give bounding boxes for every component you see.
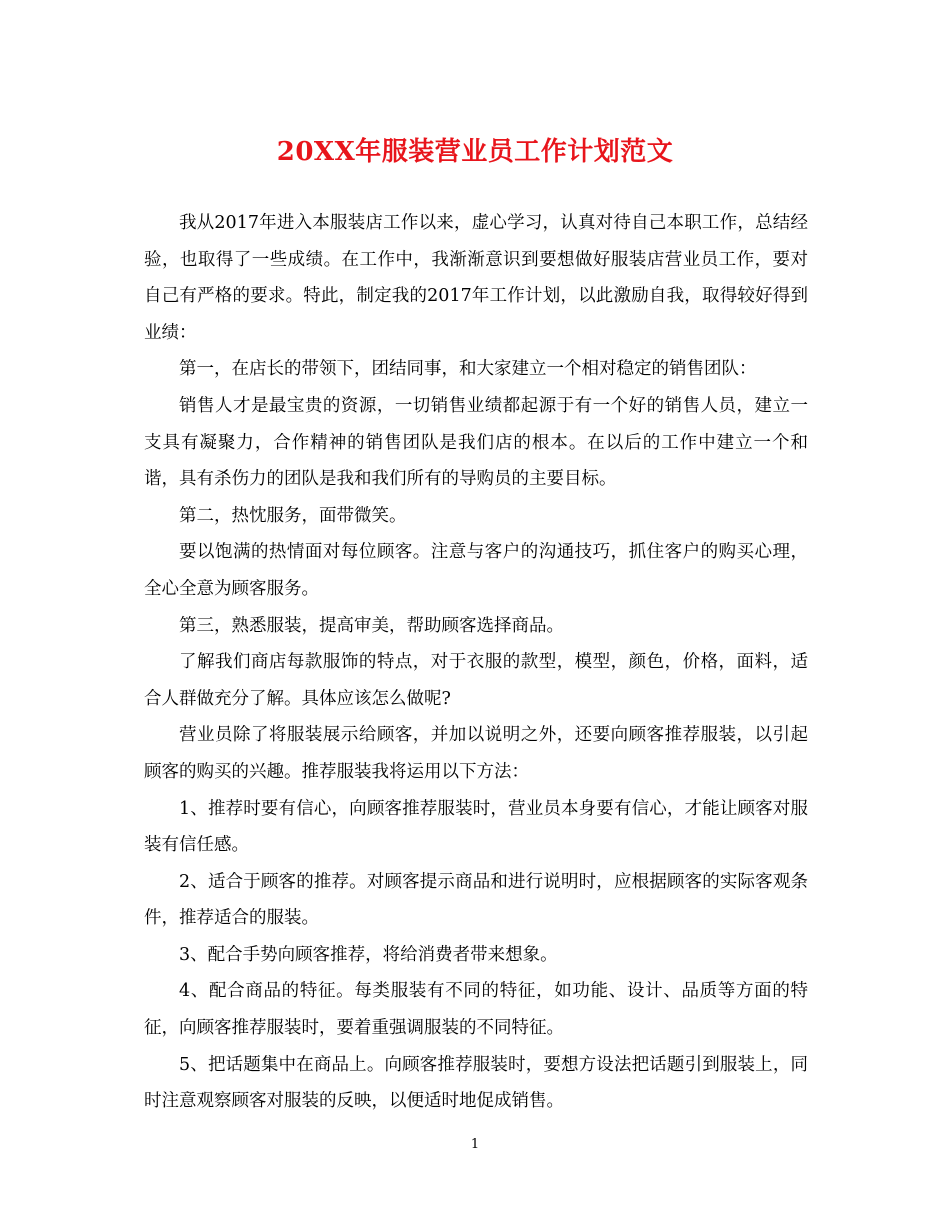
document-title: 20XX年服装营业员工作计划范文 <box>276 137 674 167</box>
paragraph-service: 要以饱满的热情面对每位顾客。注意与客户的沟通技巧，抓住客户的购买心理，全心全意为顾客服务。 <box>144 542 808 599</box>
paragraph-heading-3: 第三，熟悉服装，提高审美，帮助顾客选择商品。 <box>179 615 564 636</box>
paragraph-product-knowledge: 了解我们商店每款服饰的特点，对于衣服的款型，模型，颜色，价格，面料，适合人群做充分了解。具体应该怎么做呢? <box>144 652 808 709</box>
list-item-5: 5、把话题集中在商品上。向顾客推荐服装时，要想方设法把话题引到服装上，同时注意观察顾客对服装的反映，以便适时地促成销售。 <box>144 1054 808 1112</box>
paragraph-team: 销售人才是最宝贵的资源，一切销售业绩都起源于有一个好的销售人员，建立一支具有凝聚力，合作精神的销售团队是我们店的根本。在以后的工作中建立一个和谐，具有杀伤力的团队是我和我们所有的导购员的主要目标。 <box>144 395 808 490</box>
list-item-1: 1、推荐时要有信心，向顾客推荐服装时，营业员本身要有信心，才能让顾客对服装有信任感。 <box>144 798 808 856</box>
paragraph-heading-1: 第一，在店长的带领下，团结同事，和大家建立一个相对稳定的销售团队： <box>179 359 757 380</box>
document-body <box>144 205 808 1120</box>
list-item-3: 3、配合手势向顾客推荐，将给消费者带来想象。 <box>179 944 558 965</box>
paragraph-recommend-methods: 营业员除了将服装展示给顾客，并加以说明之外，还要向顾客推荐服装，以引起顾客的购买的兴趣。推荐服装我将运用以下方法： <box>144 725 808 782</box>
page-number: 1 <box>470 1137 480 1152</box>
paragraph-heading-2: 第二，热忱服务，面带微笑。 <box>179 505 407 526</box>
list-item-2: 2、适合于顾客的推荐。对顾客提示商品和进行说明时，应根据顾客的实际客观条件，推荐适合的服装。 <box>144 871 808 929</box>
paragraph-intro: 我从2017年进入本服装店工作以来，虚心学习，认真对待自己本职工作，总结经验，也取得了一些成绩。在工作中，我渐渐意识到要想做好服装店营业员工作，要对自己有严格的要求。特此，制定我的2017年工作计划，以此激励自我，取得较好得到业绩： <box>144 213 808 343</box>
list-item-4: 4、配合商品的特征。每类服装有不同的特征，如功能、设计、品质等方面的特征，向顾客推荐服装时，要着重强调服装的不同特征。 <box>144 981 808 1039</box>
